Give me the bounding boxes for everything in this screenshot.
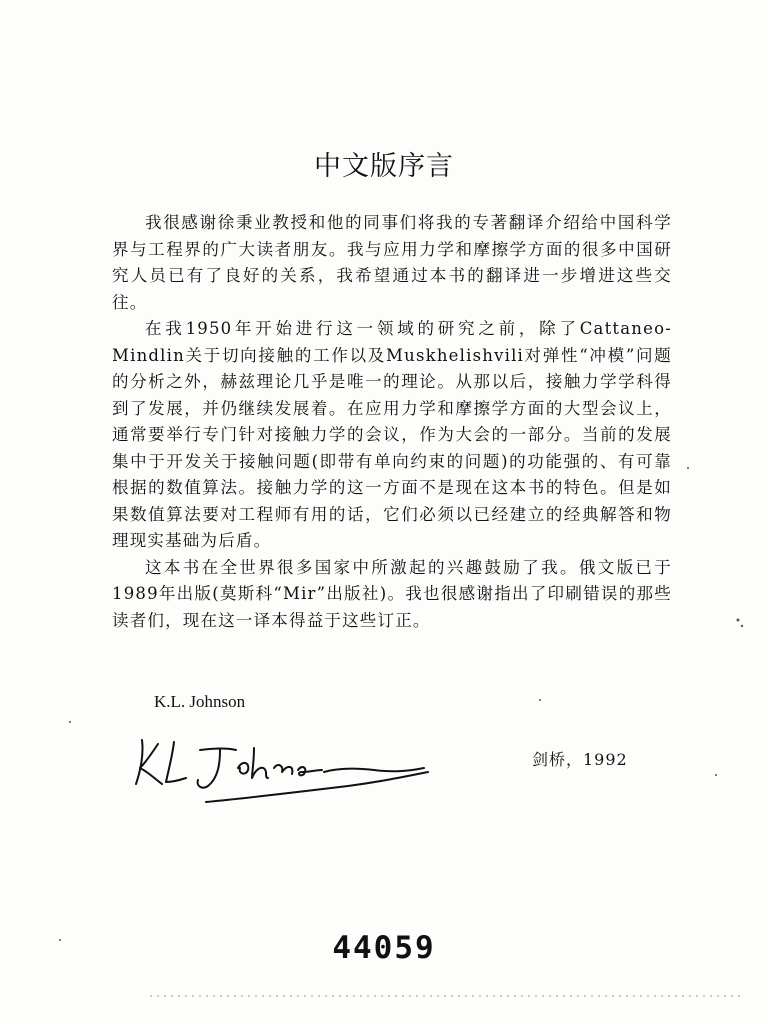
preface-body xyxy=(112,210,672,634)
paragraph-2: 在我1950年开始进行这一领域的研究之前，除了Cattaneo-Mindlin关于切向接触的工作以及Muskhelishvili对弹性“冲模”问题的分析之外，赫兹理论几乎是唯一的理论。从那以后，接触力学学科得到了发展，并仍继续发展着。在应用力学和摩擦学方面的大型会议上，通常要举行专门针对接触力学的会议，作为大会的一部分。当前的发展集中于开发关于接触问题(即带有单向约束的问题)的功能强的、有可靠根据的数值算法。接触力学的这一方面不是现在这本书的特色。但是如果数值算法要对工程师有用的话，它们必须以已经建立的经典解答和物理现实基础为后盾。 xyxy=(112,319,672,550)
signer-name: K.L. Johnson xyxy=(154,692,246,711)
paragraph-1: 我很感谢徐秉业教授和他的同事们将我的专著翻译介绍给中国科学界与工程界的广大读者朋友。我与应用力学和摩擦学方面的很多中国研究人员已有了良好的关系，我希望通过本书的翻译进一步增进这些交往。 xyxy=(112,213,672,312)
page-title: 中文版序言 xyxy=(314,151,454,182)
page-number: 44059 xyxy=(332,930,436,966)
handwritten-signature xyxy=(128,728,448,818)
place-and-date: 剑桥，1992 xyxy=(532,750,628,769)
paragraph-3: 这本书在全世界很多国家中所激起的兴趣鼓励了我。俄文版已于1989年出版(莫斯科“Mir”出版社)。我也很感谢指出了印刷错误的那些读者们，现在这一译本得益于这些订正。 xyxy=(112,557,672,630)
